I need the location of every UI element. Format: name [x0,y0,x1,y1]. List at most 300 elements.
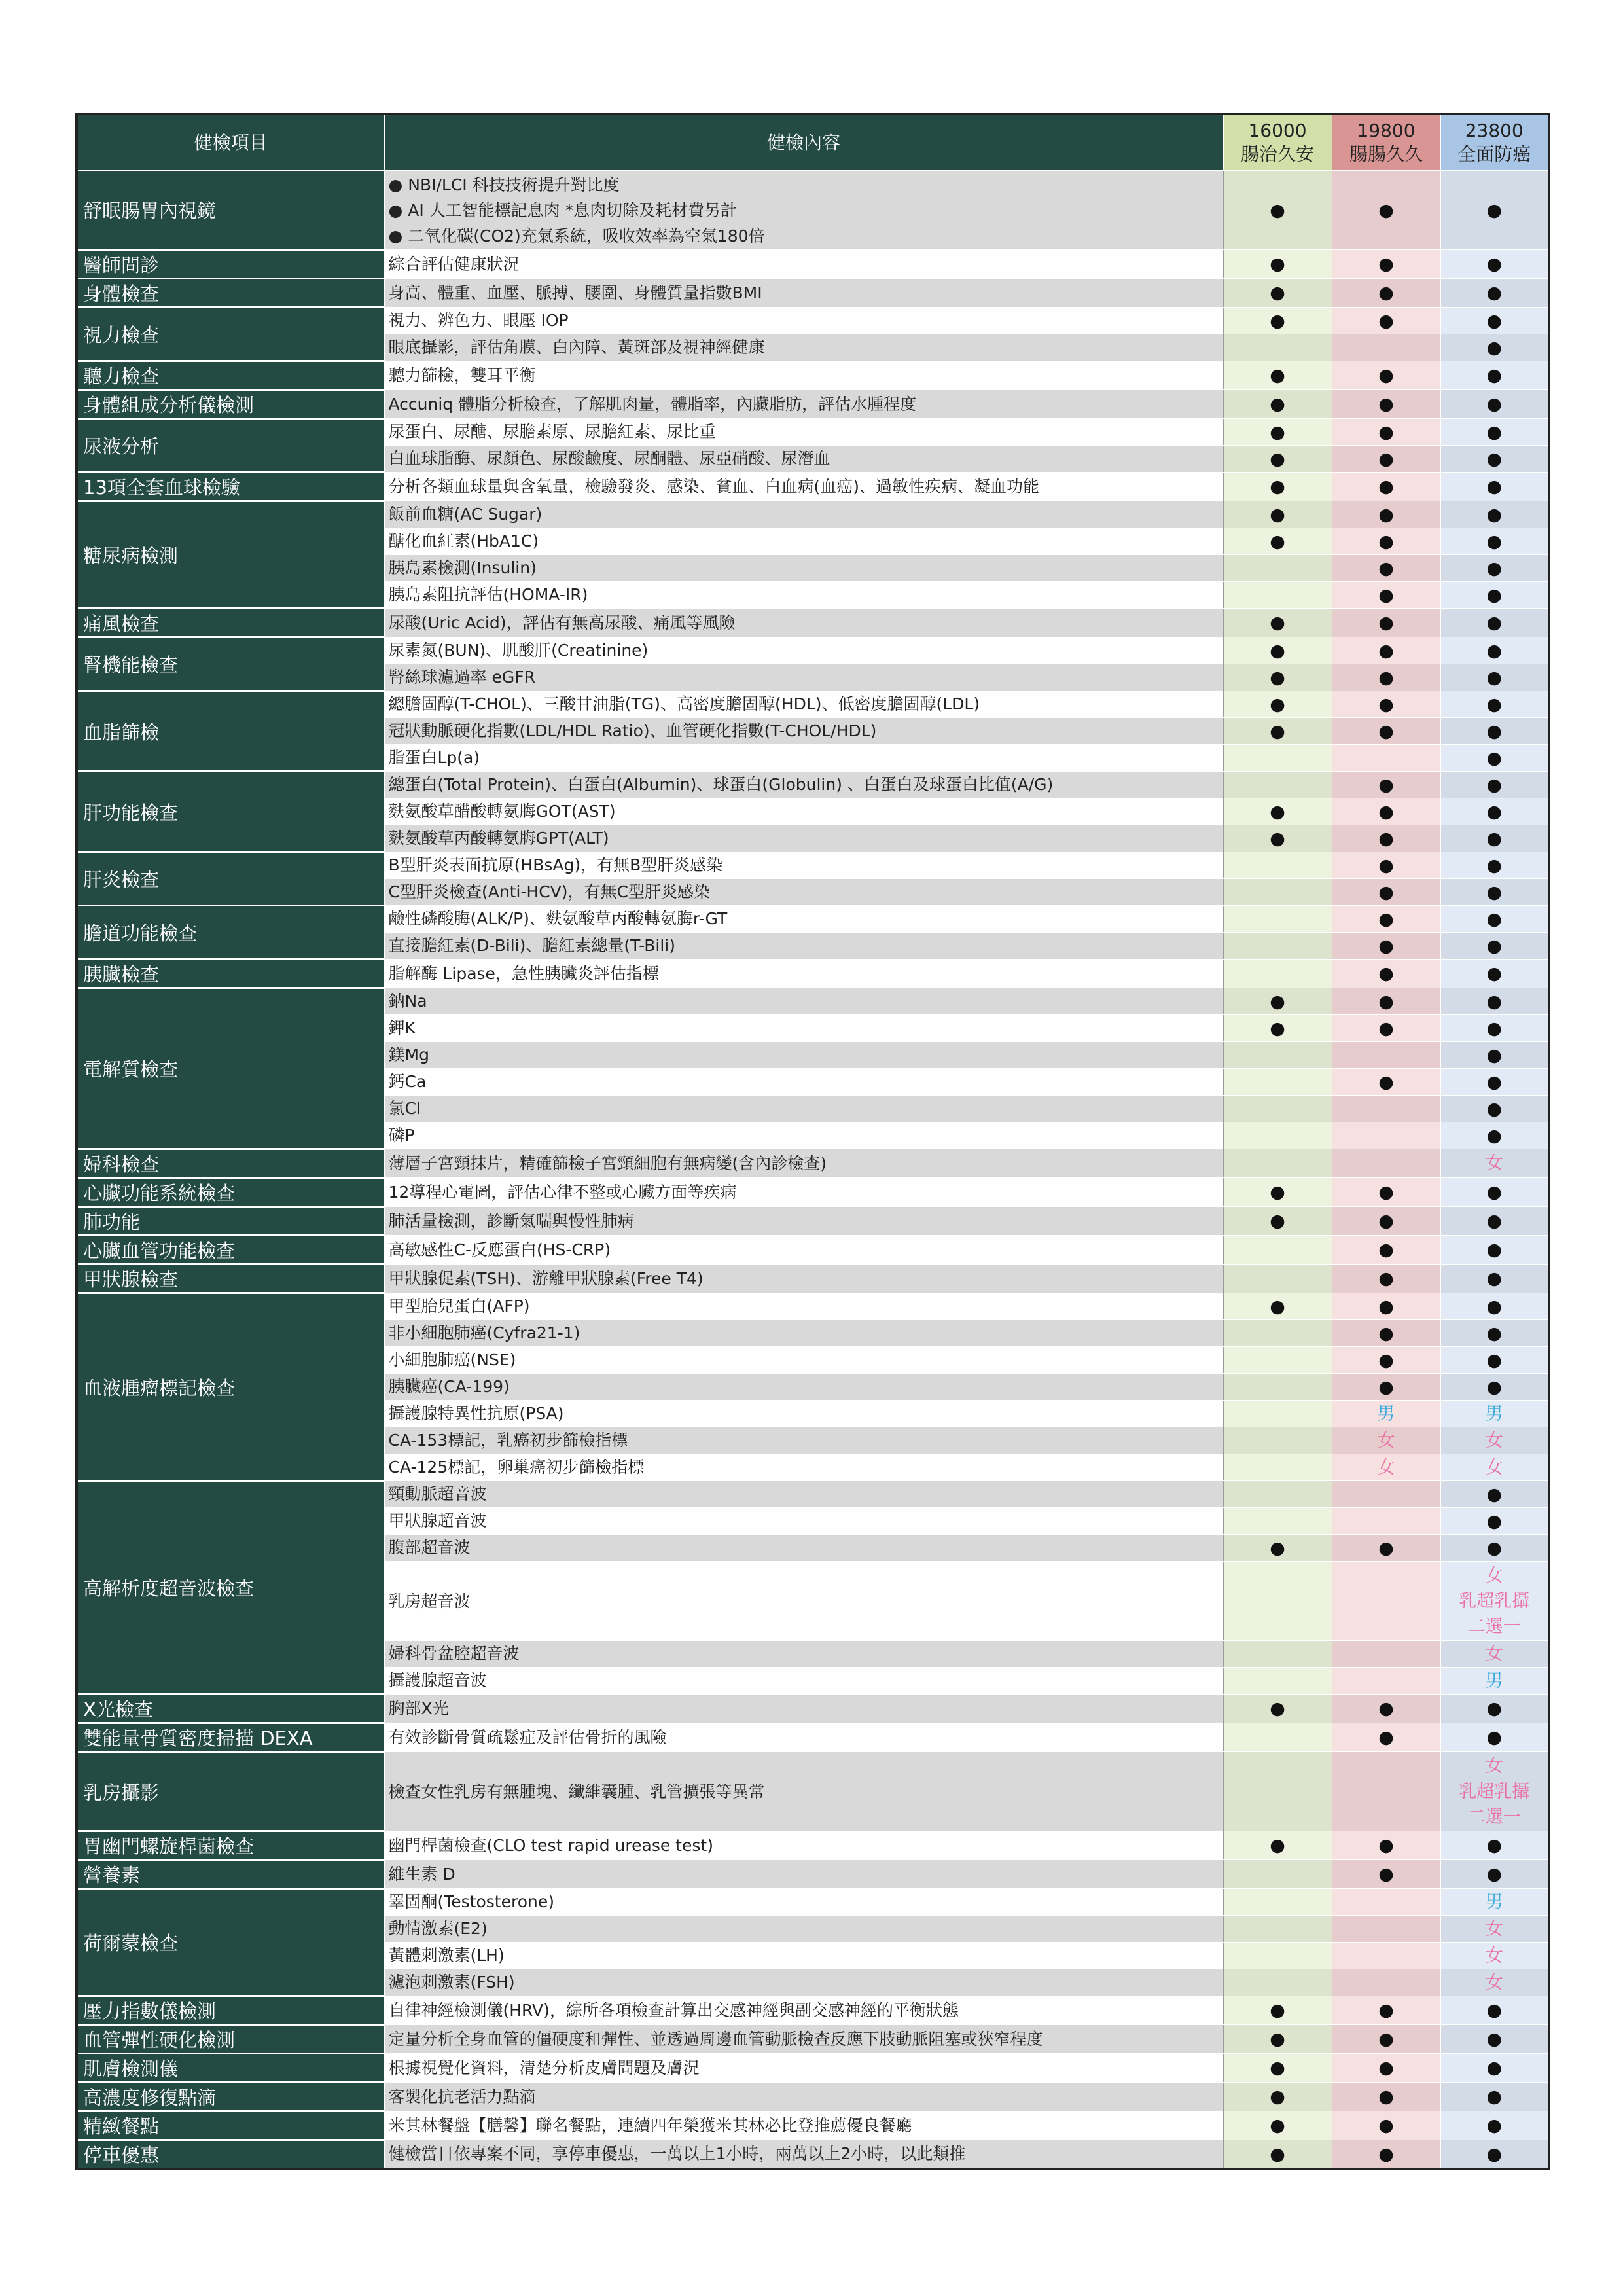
detail-cell: 麩氨酸草醋酸轉氨脢GOT(AST) [384,798,1223,825]
detail-cell: 胰島素阻抗評估(HOMA-IR) [384,582,1223,609]
detail-cell: 聽力篩檢，雙耳平衡 [384,361,1223,390]
female-label: 女 [1485,1972,1503,1993]
plan-3-mark: ● [1440,825,1549,852]
category-cell: 肝功能檢查 [77,772,384,852]
plan-2-mark [1332,745,1440,772]
plan-3-mark: ● [1440,361,1549,390]
plan-3-mark: ● [1440,2111,1549,2140]
detail-cell: CA-125標記，卵巢癌初步篩檢指標 [384,1454,1223,1481]
plan-3-mark: ● [1440,691,1549,718]
header-content: 健檢內容 [384,114,1223,171]
detail-cell: 白血球脂酶、尿顏色、尿酸鹼度、尿酮體、尿亞硝酸、尿潛血 [384,446,1223,473]
detail-cell: 鈣Ca [384,1069,1223,1096]
category-cell: 尿液分析 [77,419,384,473]
table-row [77,852,1549,879]
plan-2-mark: ● [1332,2025,1440,2054]
plan-1-mark [1223,933,1332,960]
plan-3-mark: ● [1440,1695,1549,1723]
category-cell: 乳房攝影 [77,1752,384,1831]
table-body [77,171,1549,2170]
detail-cell: 婦科骨盆腔超音波 [384,1641,1223,1668]
plan-price: 16000 [1248,120,1307,141]
plan-2-mark: ● [1332,1374,1440,1401]
plan-2-mark: ● [1332,279,1440,308]
plan-2-mark: ● [1332,718,1440,745]
plan-3-mark: ● [1440,1860,1549,1889]
plan-2-mark: ● [1332,1178,1440,1207]
detail-cell: 尿蛋白、尿醣、尿膽素原、尿膽紅素、尿比重 [384,419,1223,446]
plan-1-mark: ● [1223,825,1332,852]
plan-2-mark: ● [1332,906,1440,933]
category-cell: 壓力指數儀檢測 [77,1996,384,2025]
plan-3-mark: ● [1440,390,1549,419]
plan-1-mark [1223,1641,1332,1668]
detail-cell: 頸動脈超音波 [384,1481,1223,1508]
plan-3-mark: ● [1440,852,1549,879]
plan-3-mark: ● [1440,1122,1549,1149]
plan-1-mark: ● [1223,361,1332,390]
plan-1-mark [1223,1042,1332,1069]
plan-3-mark [1440,1149,1549,1178]
plan-2-mark: ● [1332,473,1440,501]
plan-1-mark: ● [1223,1178,1332,1207]
detail-cell: 視力、辨色力、眼壓 IOP [384,308,1223,334]
plan-1-mark [1223,1320,1332,1347]
plan-1-mark: ● [1223,798,1332,825]
category-cell: 肝炎檢查 [77,852,384,906]
detail-cell: 動情激素(E2) [384,1916,1223,1943]
detail-cell: 飯前血糖(AC Sugar) [384,501,1223,528]
female-label: 女 [1485,1430,1503,1451]
plan-1-mark [1223,1401,1332,1427]
detail-cell: 直接膽紅素(D-Bili)、膽紅素總量(T-Bili) [384,933,1223,960]
plan-1-mark: ● [1223,2083,1332,2111]
female-label: 女 乳超乳攝 二選一 [1459,1755,1530,1827]
plan-3-mark: ● [1440,664,1549,691]
female-label: 女 [1485,1945,1503,1966]
plan-2-mark: ● [1332,988,1440,1015]
table-row [77,2111,1549,2140]
plan-2-mark [1332,1641,1440,1668]
plan-1-mark: ● [1223,501,1332,528]
table-row [77,1178,1549,1207]
plan-3-mark: ● [1440,1069,1549,1096]
plan-3-mark: ● [1440,906,1549,933]
category-cell: 荷爾蒙檢查 [77,1889,384,1996]
category-cell: 胰臟檢查 [77,960,384,988]
plan-1-mark [1223,879,1332,906]
plan-3-mark: ● [1440,960,1549,988]
plan-1-mark [1223,906,1332,933]
table-row [77,308,1549,334]
detail-cell: 高敏感性C-反應蛋白(HS-CRP) [384,1236,1223,1265]
plan-2-mark [1332,1122,1440,1149]
table-row [77,1752,1549,1831]
table-row [77,1207,1549,1236]
plan-2-mark: ● [1332,1015,1440,1042]
category-cell: 血管彈性硬化檢測 [77,2025,384,2054]
detail-cell: 有效診斷骨質疏鬆症及評估骨折的風險 [384,1723,1223,1752]
plan-3-mark: ● [1440,334,1549,361]
table-row [77,906,1549,933]
plan-1-mark [1223,582,1332,609]
male-label: 男 [1485,1670,1503,1691]
plan-1-mark [1223,1508,1332,1535]
plan-1-mark: ● [1223,1207,1332,1236]
male-label: 男 [1377,1403,1395,1424]
category-cell: 腎機能檢查 [77,637,384,691]
detail-cell [384,1562,1223,1641]
plan-1-mark [1223,1149,1332,1178]
table-row [77,390,1549,419]
female-label: 女 [1485,1918,1503,1939]
plan-2-mark: ● [1332,2083,1440,2111]
detail-cell: 健檢當日依專案不同，享停車優惠，一萬以上1小時，兩萬以上2小時，以此類推 [384,2140,1223,2170]
plan-2-mark: ● [1332,446,1440,473]
plan-price: 23800 [1465,120,1524,141]
plan-2-mark [1332,1562,1440,1641]
plan-3-mark [1440,1401,1549,1427]
plan-1-mark [1223,1752,1332,1831]
category-cell: 視力檢查 [77,308,384,361]
plan-1-mark: ● [1223,609,1332,637]
plan-1-mark [1223,1427,1332,1454]
plan-3-mark: ● [1440,1293,1549,1320]
category-cell: 聽力檢查 [77,361,384,390]
plan-2-mark: ● [1332,171,1440,250]
table-row [77,637,1549,664]
plan-1-mark [1223,1096,1332,1122]
plan-3-mark: ● [1440,171,1549,250]
plan-1-mark [1223,1374,1332,1401]
detail-cell: 冠狀動脈硬化指數(LDL/HDL Ratio)、血管硬化指數(T-CHOL/HDL) [384,718,1223,745]
plan-3-mark: ● [1440,2054,1549,2083]
plan-1-mark: ● [1223,1535,1332,1562]
plan-1-mark: ● [1223,2025,1332,2054]
plan-3-mark: ● [1440,988,1549,1015]
detail-cell: 黃體刺激素(LH) [384,1943,1223,1969]
health-checkup-table [75,113,1550,2170]
plan-1-mark [1223,1916,1332,1943]
plan-2-mark: ● [1332,528,1440,555]
female-label: 女 [1485,1457,1503,1478]
detail-cell: 甲型胎兒蛋白(AFP) [384,1293,1223,1320]
plan-1-mark: ● [1223,308,1332,334]
detail-cell: 鎂Mg [384,1042,1223,1069]
category-cell: 雙能量骨質密度掃描 DEXA [77,1723,384,1752]
plan-name: 腸治久安 [1240,143,1314,165]
detail-cell: 甲狀腺超音波 [384,1508,1223,1535]
detail-cell: 定量分析全身血管的僵硬度和彈性、並透過周邊血管動脈檢查反應下肢動脈阻塞或狹窄程度 [384,2025,1223,2054]
plan-3-mark [1440,1943,1549,1969]
table-row [77,1481,1549,1508]
detail-cell: 氯Cl [384,1096,1223,1122]
price-table-wrapper [75,113,1548,2170]
plan-3-mark: ● [1440,798,1549,825]
detail-cell: 肺活量檢測，診斷氣喘與慢性肺病 [384,1207,1223,1236]
table-row [77,2025,1549,2054]
plan-3-mark: ● [1440,419,1549,446]
table-row [77,2083,1549,2111]
plan-3-mark [1440,1752,1549,1831]
plan-3-mark: ● [1440,933,1549,960]
plan-1-mark [1223,1969,1332,1996]
plan-1-mark: ● [1223,2140,1332,2170]
plan-1-mark [1223,1236,1332,1265]
detail-cell: 小細胞肺癌(NSE) [384,1347,1223,1374]
table-row [77,772,1549,798]
plan-2-mark: ● [1332,419,1440,446]
category-cell: 血脂篩檢 [77,691,384,772]
plan-1-mark: ● [1223,473,1332,501]
table-row [77,473,1549,501]
table-row [77,279,1549,308]
plan-2-mark: ● [1332,2054,1440,2083]
plan-1-mark [1223,1562,1332,1641]
plan-2-mark: ● [1332,772,1440,798]
plan-2-mark: ● [1332,1265,1440,1293]
plan-3-mark: ● [1440,308,1549,334]
table-row [77,171,1549,250]
plan-2-mark: ● [1332,664,1440,691]
detail-cell: 鹼性磷酸脢(ALK/P)、麩氨酸草丙酸轉氨脢r-GT [384,906,1223,933]
detail-text: 乳房超音波 [388,1591,471,1611]
plan-3-mark: ● [1440,1831,1549,1860]
detail-cell: 睪固酮(Testosterone) [384,1889,1223,1916]
plan-2-mark: ● [1332,852,1440,879]
detail-cell: 非小細胞肺癌(Cyfra21-1) [384,1320,1223,1347]
plan-3-mark: ● [1440,1723,1549,1752]
plan-1-mark: ● [1223,718,1332,745]
detail-cell: 分析各類血球量與含氧量，檢驗發炎、感染、貧血、白血病(血癌)、過敏性疾病、凝血功能 [384,473,1223,501]
plan-1-mark [1223,1860,1332,1889]
detail-cell: 麩氨酸草丙酸轉氨脢GPT(ALT) [384,825,1223,852]
plan-1-mark: ● [1223,419,1332,446]
table-row [77,1149,1549,1178]
detail-cell: 醣化血紅素(HbA1C) [384,528,1223,555]
table-row [77,361,1549,390]
plan-23800-header [1440,114,1549,171]
plan-1-mark: ● [1223,279,1332,308]
table-row [77,1265,1549,1293]
plan-1-mark: ● [1223,1996,1332,2025]
plan-1-mark [1223,334,1332,361]
detail-cell: 尿酸(Uric Acid)，評估有無高尿酸、痛風等風險 [384,609,1223,637]
plan-3-mark [1440,1969,1549,1996]
detail-cell: 自律神經檢測儀(HRV)，綜所各項檢查計算出交感神經與副交感神經的平衡狀態 [384,1996,1223,2025]
plan-3-mark [1440,1641,1549,1668]
detail-cell: 12導程心電圖，評估心律不整或心臟方面等疾病 [384,1178,1223,1207]
plan-1-mark [1223,1454,1332,1481]
plan-3-mark: ● [1440,2140,1549,2170]
category-cell: 高解析度超音波檢查 [77,1481,384,1695]
plan-3-mark: ● [1440,772,1549,798]
plan-2-mark [1332,1752,1440,1831]
detail-cell: 胰島素檢測(Insulin) [384,555,1223,582]
detail-cell: 維生素 D [384,1860,1223,1889]
plan-1-mark: ● [1223,988,1332,1015]
plan-2-mark [1332,1668,1440,1695]
detail-cell: B型肝炎表面抗原(HBsAg)，有無B型肝炎感染 [384,852,1223,879]
category-cell: 糖尿病檢測 [77,501,384,609]
plan-2-mark: ● [1332,2111,1440,2140]
plan-3-mark: ● [1440,1207,1549,1236]
plan-3-mark: ● [1440,1481,1549,1508]
category-cell: 停車優惠 [77,2140,384,2170]
detail-text: 檢查女性乳房有無腫塊、纖維囊腫、乳管擴張等異常 [388,1782,765,1801]
category-cell: 婦科檢查 [77,1149,384,1178]
plan-16000-header [1223,114,1332,171]
plan-3-mark: ● [1440,745,1549,772]
plan-1-mark: ● [1223,1831,1332,1860]
plan-3-mark: ● [1440,528,1549,555]
plan-1-mark [1223,1668,1332,1695]
female-label: 女 [1377,1457,1395,1478]
plan-3-mark: ● [1440,555,1549,582]
detail-cell [384,171,1223,250]
plan-2-mark: ● [1332,879,1440,906]
plan-1-mark: ● [1223,664,1332,691]
plan-3-mark: ● [1440,1015,1549,1042]
plan-3-mark: ● [1440,1320,1549,1347]
detail-cell: 鈉Na [384,988,1223,1015]
plan-2-mark: ● [1332,1996,1440,2025]
plan-1-mark [1223,555,1332,582]
category-cell: 13項全套血球檢驗 [77,473,384,501]
plan-2-mark [1332,1508,1440,1535]
plan-2-mark: ● [1332,1320,1440,1347]
detail-cell: 脂蛋白Lp(a) [384,745,1223,772]
plan-1-mark [1223,1122,1332,1149]
detail-cell: 根據視覺化資料，清楚分析皮膚問題及膚況 [384,2054,1223,2083]
plan-2-mark: ● [1332,390,1440,419]
table-row [77,1860,1549,1889]
plan-3-mark: ● [1440,279,1549,308]
plan-1-mark: ● [1223,637,1332,664]
plan-price: 19800 [1357,120,1416,141]
plan-1-mark [1223,1723,1332,1752]
detail-cell: 幽門桿菌檢查(CLO test rapid urease test) [384,1831,1223,1860]
plan-1-mark [1223,852,1332,879]
plan-3-mark [1440,1668,1549,1695]
plan-3-mark: ● [1440,1042,1549,1069]
table-row [77,1236,1549,1265]
plan-3-mark: ● [1440,1508,1549,1535]
plan-2-mark [1332,1042,1440,1069]
table-row [77,250,1549,279]
category-cell: 營養素 [77,1860,384,1889]
plan-3-mark: ● [1440,1535,1549,1562]
plan-3-mark: ● [1440,879,1549,906]
detail-cell: 尿素氮(BUN)、肌酸肝(Creatinine) [384,637,1223,664]
plan-3-mark: ● [1440,1096,1549,1122]
plan-2-mark: ● [1332,798,1440,825]
male-label: 男 [1485,1403,1503,1424]
plan-1-mark [1223,1347,1332,1374]
female-label: 女 乳超乳攝 二選一 [1459,1565,1530,1637]
plan-2-mark: ● [1332,361,1440,390]
plan-2-mark: ● [1332,960,1440,988]
category-cell: 血液腫瘤標記檢查 [77,1293,384,1481]
plan-2-mark [1332,1481,1440,1508]
plan-2-mark: ● [1332,1069,1440,1096]
detail-cell: 甲狀腺促素(TSH)、游離甲狀腺素(Free T4) [384,1265,1223,1293]
table-row [77,1831,1549,1860]
table-row [77,2140,1549,2170]
detail-cell: 鉀K [384,1015,1223,1042]
plan-2-mark: ● [1332,609,1440,637]
plan-2-mark: ● [1332,1347,1440,1374]
plan-2-mark: ● [1332,1293,1440,1320]
detail-cell: 客製化抗老活力點滴 [384,2083,1223,2111]
plan-2-mark [1332,1889,1440,1916]
plan-2-mark [1332,1149,1440,1178]
plan-2-mark: ● [1332,308,1440,334]
plan-2-mark: ● [1332,1723,1440,1752]
detail-cell: 攝護腺超音波 [384,1668,1223,1695]
plan-3-mark [1440,1427,1549,1454]
category-cell: 肌膚檢測儀 [77,2054,384,2083]
table-row [77,1996,1549,2025]
detail-cell: 腹部超音波 [384,1535,1223,1562]
female-label: 女 [1485,1643,1503,1664]
female-label: 女 [1377,1430,1395,1451]
category-cell: 胃幽門螺旋桿菌檢查 [77,1831,384,1860]
plan-2-mark: ● [1332,825,1440,852]
plan-1-mark [1223,1481,1332,1508]
detail-cell: 腎絲球濾過率 eGFR [384,664,1223,691]
category-cell: 身體檢查 [77,279,384,308]
table-row [77,960,1549,988]
category-cell: 精緻餐點 [77,2111,384,2140]
plan-1-mark: ● [1223,446,1332,473]
detail-cell: 身高、體重、血壓、脈搏、腰圍、身體質量指數BMI [384,279,1223,308]
category-cell: 膽道功能檢查 [77,906,384,960]
plan-1-mark [1223,960,1332,988]
table-row [77,1723,1549,1752]
detail-cell: 總蛋白(Total Protein)、白蛋白(Albumin)、球蛋白(Globulin) 、白蛋白及球蛋白比值(A/G) [384,772,1223,798]
plan-2-mark: ● [1332,501,1440,528]
plan-2-mark: ● [1332,1236,1440,1265]
table-row [77,988,1549,1015]
plan-2-mark: ● [1332,2140,1440,2170]
plan-2-mark: ● [1332,1207,1440,1236]
category-cell: 醫師問診 [77,250,384,279]
plan-3-mark [1440,1916,1549,1943]
detail-cell: Accuniq 體脂分析檢查，了解肌肉量，體脂率，內臟脂肪，評估水腫程度 [384,390,1223,419]
plan-2-mark: ● [1332,1695,1440,1723]
plan-name: 全面防癌 [1457,143,1531,165]
plan-3-mark: ● [1440,609,1549,637]
plan-2-mark: ● [1332,933,1440,960]
plan-2-mark [1332,1096,1440,1122]
category-cell: 高濃度修復點滴 [77,2083,384,2111]
female-label: 女 [1485,1153,1503,1174]
category-cell: 心臟血管功能檢查 [77,1236,384,1265]
detail-cell: 胰臟癌(CA-199) [384,1374,1223,1401]
plan-3-mark: ● [1440,2083,1549,2111]
plan-3-mark: ● [1440,1374,1549,1401]
plan-1-mark: ● [1223,691,1332,718]
table-row [77,691,1549,718]
category-cell: 肺功能 [77,1207,384,1236]
plan-1-mark: ● [1223,1015,1332,1042]
category-cell: X光檢查 [77,1695,384,1723]
plan-1-mark [1223,1889,1332,1916]
plan-2-mark [1332,1916,1440,1943]
table-row [77,2054,1549,2083]
category-cell: 甲狀腺檢查 [77,1265,384,1293]
